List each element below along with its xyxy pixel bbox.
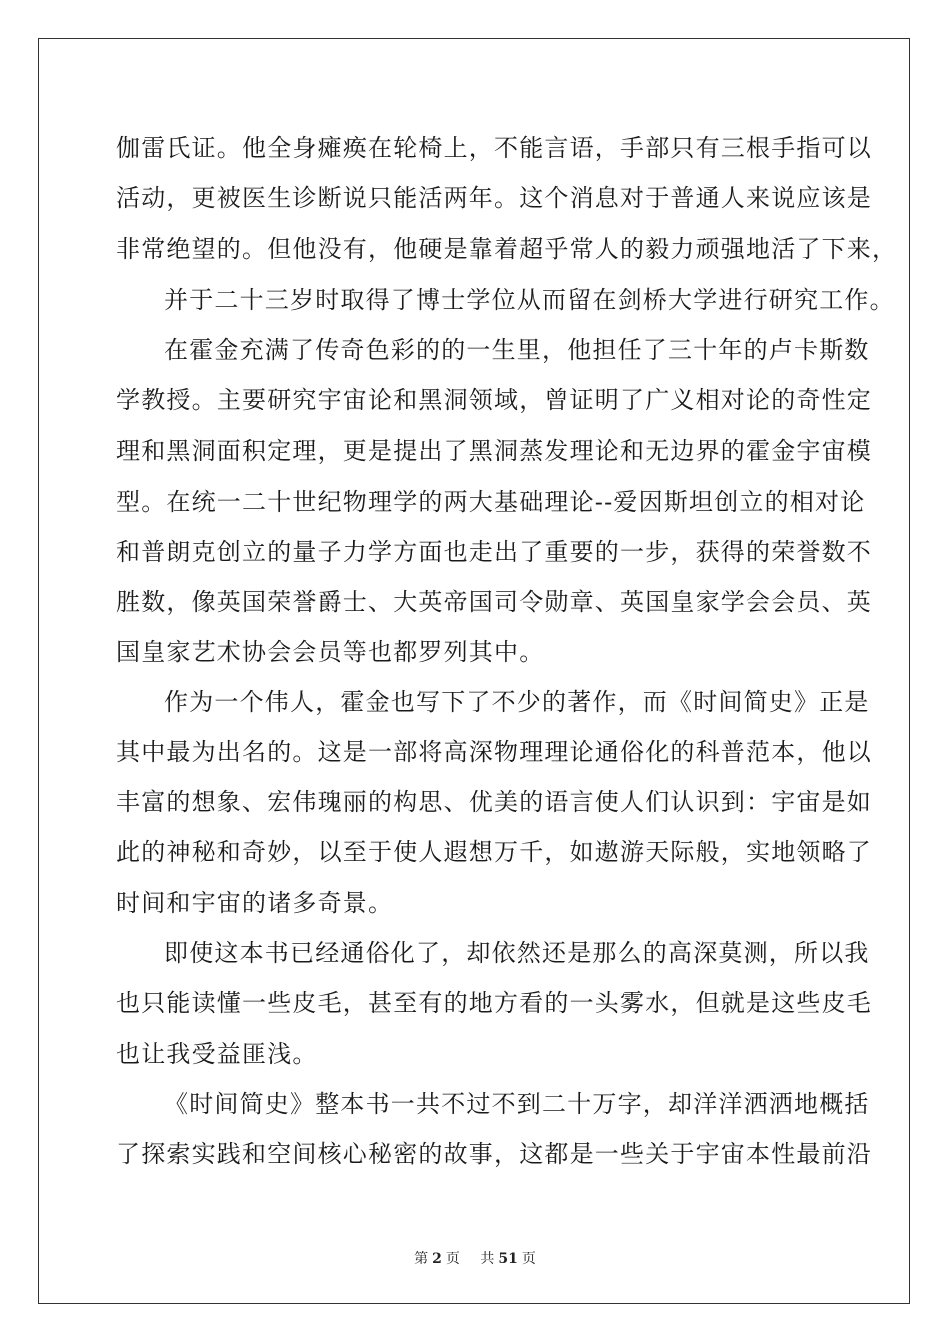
text-line: 即使这本书已经通俗化了，却依然还是那么的高深莫测，所以我 [164,939,870,967]
current-page-indicator [410,1251,464,1267]
page-number: 2 [432,1251,442,1267]
text-line: 其中最为出名的。这是一部将高深物理理论通俗化的科普范本，他以 [116,738,872,766]
page-suffix: 页 [445,1251,460,1267]
text-line: 也只能读懂一些皮毛，甚至有的地方看的一头雾水，但就是这些皮毛 [116,989,872,1017]
text-line: 伽雷氏证。他全身瘫痪在轮椅上，不能言语，手部只有三根手指可以 [116,134,872,162]
text-line: 国皇家艺术协会会员等也都罗列其中。 [116,638,545,666]
text-line: 活动，更被医生诊断说只能活两年。这个消息对于普通人来说应该是 [116,184,872,212]
text-line: 非常绝望的。但他没有，他硬是靠着超乎常人的毅力顽强地活了下来， [116,235,898,263]
text-line: 作为一个伟人，霍金也写下了不少的著作，而《时间简史》正是 [164,688,870,716]
text-line: 也让我受益匪浅。 [116,1040,318,1068]
page-prefix: 第 [414,1251,429,1267]
text-line: 此的神秘和奇妙，以至于使人遐想万千，如遨游天际般，实地领略了 [116,838,872,866]
text-line: 在霍金充满了传奇色彩的的一生里，他担任了三十年的卢卡斯数 [164,336,870,364]
text-line: 理和黑洞面积定理，更是提出了黑洞蒸发理论和无边界的霍金宇宙模 [116,437,872,465]
total-number: 51 [498,1251,518,1267]
page-footer [0,1248,950,1268]
text-line: 丰富的想象、宏伟瑰丽的构思、优美的语言使人们认识到：宇宙是如 [116,788,872,816]
text-line: 时间和宇宙的诸多奇景。 [116,889,394,917]
total-suffix: 页 [521,1251,536,1267]
text-line: 学教授。主要研究宇宙论和黑洞领域，曾证明了广义相对论的奇性定 [116,386,872,414]
text-line: 胜数，像英国荣誉爵士、大英帝国司令勋章、英国皇家学会会员、英 [116,588,872,616]
text-line: 型。在统一二十世纪物理学的两大基础理论--爱因斯坦创立的相对论 [116,488,866,516]
total-pages-indicator [476,1251,539,1267]
text-line: 了探索实践和空间核心秘密的故事，这都是一些关于宇宙本性最前沿 [116,1140,872,1168]
total-prefix: 共 [480,1251,495,1267]
text-line: 并于二十三岁时取得了博士学位从而留在剑桥大学进行研究工作。 [164,286,895,314]
text-line: 《时间简史》整本书一共不过不到二十万字，却洋洋洒洒地概括 [164,1090,870,1118]
text-line: 和普朗克创立的量子力学方面也走出了重要的一步，获得的荣誉数不 [116,538,872,566]
